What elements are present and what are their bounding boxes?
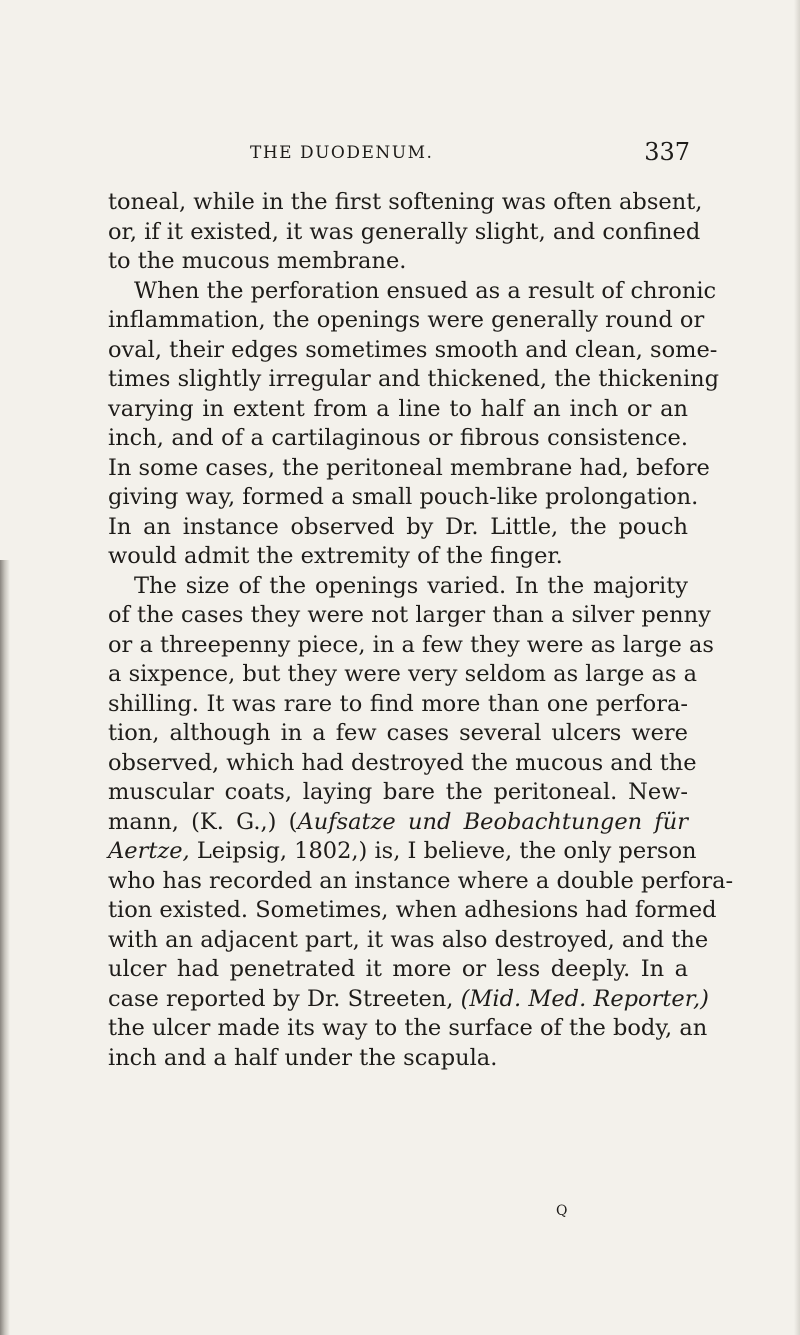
text-line: times slightly irregular and thickened, the thickening [108,366,720,392]
text-line: oval, their edges sometimes smooth and clean, some- [108,336,718,363]
page-number: 337 [644,138,690,166]
text-line: varying in extent from a line to half an inch or an [108,395,688,422]
body-text [108,188,734,1073]
text-segment: case reported by Dr. Streeten, [108,985,461,1012]
text-line: inch and a half under the scapula. [108,1044,498,1071]
text-line: In some cases, the peritoneal membrane had, before [108,454,710,481]
text-line: shilling. It was rare to find more than one perfora- [108,690,688,717]
text-line: muscular coats, laying bare the peritoneal. New- [108,779,688,805]
running-head [250,138,690,173]
text-line: or, if it existed, it was generally slight, and confined [108,218,701,245]
signature-mark: Q [556,1203,568,1219]
text-line: In an instance observed by Dr. Little, the pouch [108,513,688,540]
text-line: of the cases they were not larger than a silver penny [108,602,711,628]
text-line: When the perforation ensued as a result of chronic [134,277,717,304]
text-line: inflammation, the openings were generally round or [108,307,705,333]
text-line: toneal, while in the first softening was often absent, [108,189,703,215]
text-line: with an adjacent part, it was also destroyed, and the [108,926,709,953]
text-line: observed, which had destroyed the mucous and the [108,749,697,776]
text-line: or a threepenny piece, in a few they were as large as [108,631,714,658]
text-line: giving way, formed a small pouch-like prolongation. [108,484,699,510]
text-line: The size of the openings varied. In the majority [134,572,688,599]
text-segment: Leipsig, 1802,) is, I believe, the only person [189,838,697,864]
text-line [108,808,688,838]
text-line: would admit the extremity of the finger. [108,543,563,569]
page-edge [794,0,800,1335]
text-segment: mann, (K. G.,) ( [108,808,298,835]
text-line: inch, and of a cartilaginous or fibrous consistence. [108,425,688,451]
italic-title: Aertze, [108,838,190,864]
text-line: the ulcer made its way to the surface of the body, an [108,1015,708,1041]
text-line [108,837,697,867]
running-title: THE DUODENUM. [250,143,434,163]
italic-title: Aufsatze und Beobachtungen für [297,808,688,835]
text-line: a sixpence, but they were very seldom as large as a [108,661,698,687]
binding-shadow [0,560,10,1335]
text-line: to the mucous membrane. [108,248,407,274]
text-line: ulcer had penetrated it more or less deeply. In a [108,956,688,982]
text-line: tion existed. Sometimes, when adhesions had formed [108,897,717,923]
text-line: tion, although in a few cases several ulcers were [108,720,688,746]
italic-citation: (Mid. Med. Reporter,) [460,985,709,1012]
text-line: who has recorded an instance where a double perfora- [108,867,734,894]
text-line [108,985,709,1015]
